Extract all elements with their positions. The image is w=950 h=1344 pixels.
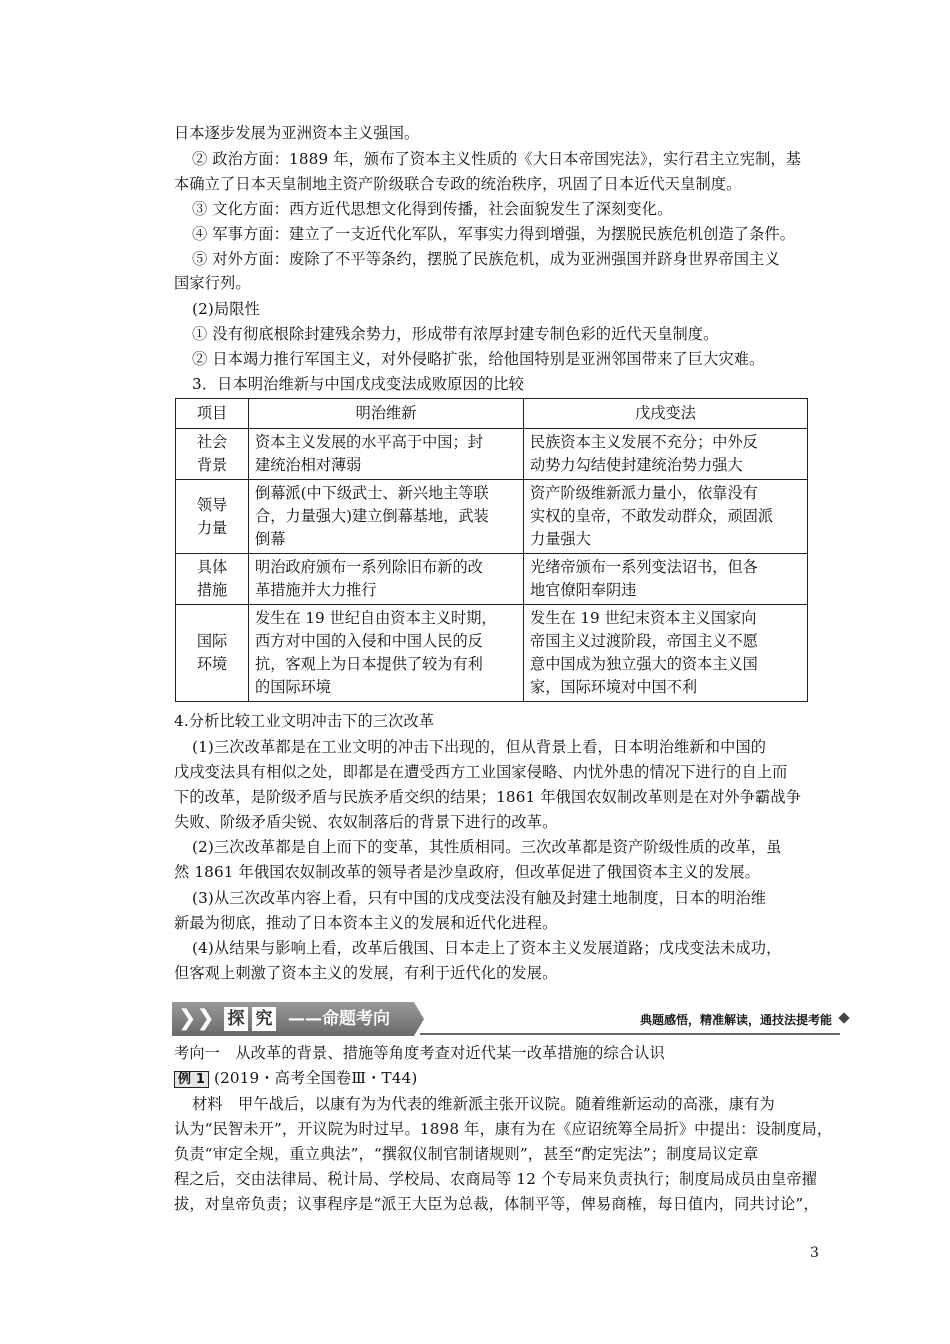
cell-line: 实权的皇帝，不敢发动群众，顽固派: [530, 507, 773, 525]
text-line: ③ 文化方面：西方近代思想文化得到传播，社会面貌发生了深刻变化。: [192, 200, 673, 218]
banner-rule: [420, 1033, 840, 1035]
cell-line: 明治政府颁布一系列除旧布新的改: [255, 558, 483, 576]
cell-meiji: [249, 429, 524, 480]
text-line: 材料 甲午战后，以康有为为代表的维新派主张开议院。随着维新运动的高涨，康有为: [192, 1095, 775, 1113]
table-row: [176, 554, 808, 605]
cell-line: 帝国主义过渡阶段，帝国主义不愿: [530, 632, 758, 650]
header-meiji: 明治维新: [249, 399, 524, 429]
section-banner: [172, 1000, 852, 1038]
example-tag: 例 1: [174, 1071, 209, 1088]
text-line: 程之后，交由法律局、税计局、学校局、农商局等 12 个专局来负责执行；制度局成员由皇帝擢: [174, 1170, 818, 1188]
text-line: ② 政治方面：1889 年，颁布了资本主义性质的《大日本帝国宪法》，实行君主立宪制，基: [192, 150, 802, 168]
text-line: (4)从结果与影响上看，改革后俄国、日本走上了资本主义发展道路；戊戌变法未成功，: [192, 939, 782, 957]
text-line: ⑤ 对外方面：废除了不平等条约，摆脱了民族危机，成为亚洲强国并跻身世界帝国主义: [192, 250, 780, 268]
text-line: (2)三次改革都是自上而下的变革，其性质相同。三次改革都是资产阶级性质的改革，虽: [192, 838, 782, 856]
table-row: [176, 429, 808, 480]
table-caption: 3．日本明治维新与中国戊戌变法成败原因的比较: [192, 375, 524, 393]
text-line: 失败、阶级矛盾尖锐、农奴制落后的背景下进行的改革。: [174, 813, 558, 831]
example-source: (2019・高考全国卷Ⅲ・T44): [214, 1069, 418, 1087]
example-header: [174, 1068, 417, 1088]
cell-line: 资本主义发展的水平高于中国；封: [255, 433, 483, 451]
cell-line: 倒幕派(中下级武士、新兴地主等联: [255, 484, 489, 502]
row-item-line: 背景: [196, 456, 228, 474]
cell-line: 地官僚阳奉阴违: [530, 581, 637, 599]
cell-line: 光绪帝颁布一系列变法诏书，但各: [530, 558, 758, 576]
subheading: 4.分析比较工业文明冲击下的三次改革: [174, 712, 435, 730]
cell-line: 抗，客观上为日本提供了较为有利: [255, 655, 483, 673]
row-item-line: 环境: [196, 655, 228, 673]
row-item-line: 社会: [196, 433, 228, 451]
text-line: 戊戌变法具有相似之处，即都是在遭受西方工业国家侵略、内忧外患的情况下进行的自上而: [174, 763, 788, 781]
header-wuxu: 戊戌变法: [524, 399, 808, 429]
table-row: [176, 605, 808, 702]
cell-line: 的国际环境: [255, 678, 331, 696]
cell-line: 力量强大: [530, 530, 591, 548]
row-item-line: 国际: [196, 632, 228, 650]
text-line: ① 没有彻底根除封建残余势力，形成带有浓厚封建专制色彩的近代天皇制度。: [192, 325, 719, 343]
cell-line: 建统治相对薄弱: [255, 456, 362, 474]
row-item: [176, 605, 249, 702]
text-line: 本确立了日本天皇制地主资产阶级联合专政的统治秩序，巩固了日本近代天皇制度。: [174, 175, 742, 193]
cell-line: 倒幕: [255, 530, 286, 548]
cell-line: 家，国际环境对中国不利: [530, 678, 698, 696]
text-line: ② 日本竭力推行军国主义，对外侵略扩张，给他国特别是亚洲邻国带来了巨大灾难。: [192, 350, 765, 368]
row-item-line: 具体: [196, 558, 228, 576]
table-header-row: [176, 399, 808, 429]
cell-meiji: [249, 554, 524, 605]
text-line: 日本逐步发展为亚洲资本主义强国。: [174, 124, 420, 142]
cell-line: 合，力量强大)建立倒幕基地，武装: [255, 507, 489, 525]
comparison-table: [175, 398, 808, 702]
text-line: 然 1861 年俄国农奴制改革的领导者是沙皇政府，但改革促进了俄国资本主义的发展。: [174, 863, 761, 881]
text-line: 下的改革，是阶级矛盾与民族矛盾交织的结果；1861 年俄国农奴制改革则是在对外争霸战争: [174, 788, 802, 806]
banner-badge: 探: [224, 1007, 248, 1031]
cell-wuxu: [524, 429, 808, 480]
cell-wuxu: [524, 554, 808, 605]
cell-line: 意中国成为独立强大的资本主义国: [530, 655, 758, 673]
row-item: [176, 480, 249, 554]
cell-meiji: [249, 605, 524, 702]
cell-line: 革措施并大力推行: [255, 581, 377, 599]
question-direction: 考向一 从改革的背景、措施等角度考查对近代某一改革措施的综合认识: [174, 1044, 665, 1062]
cell-line: 发生在 19 世纪末资本主义国家向: [530, 609, 757, 627]
text-line: 新最为彻底，推动了日本资本主义的发展和近代化进程。: [174, 914, 558, 932]
subheading: (2)局限性: [192, 300, 260, 318]
cell-meiji: [249, 480, 524, 554]
banner-title: ——命题考向: [288, 1009, 390, 1029]
text-line: (3)从三次改革内容上看，只有中国的戊戌变法没有触及封建土地制度，日本的明治维: [192, 889, 767, 907]
row-item: [176, 429, 249, 480]
text-line: 负责“审定全规，重立典法”，“撰叙仪制官制诸规则”，甚至“酌定宪法”；制度局议定章: [174, 1145, 759, 1163]
header-item: 项目: [176, 399, 249, 429]
cell-line: 资产阶级维新派力量小，依靠没有: [530, 484, 758, 502]
table-row: [176, 480, 808, 554]
banner-badge: 究: [252, 1007, 276, 1031]
text-line: 国家行列。: [174, 274, 251, 292]
diamond-icon: [838, 1012, 849, 1023]
cell-line: 民族资本主义发展不充分；中外反: [530, 433, 758, 451]
text-line: ④ 军事方面：建立了一支近代化军队，军事实力得到增强，为摆脱民族危机创造了条件。: [192, 225, 796, 243]
text-line: 拔，对皇帝负责；议事程序是“派王大臣为总裁，体制平等，俾易商榷，每日值内，同共讨论”，: [174, 1195, 819, 1213]
banner-slogan: 典题感悟，精准解读，通技法提考能: [639, 1013, 832, 1027]
page-number: 3: [810, 1245, 819, 1261]
cell-wuxu: [524, 480, 808, 554]
text-line: 认为“民智未开”，开议院为时过早。1898 年，康有为在《应诏统筹全局折》中提出：设制度局，: [174, 1120, 833, 1138]
row-item: [176, 554, 249, 605]
cell-line: 西方对中国的入侵和中国人民的反: [255, 632, 483, 650]
cell-line: 发生在 19 世纪自由资本主义时期，: [255, 609, 497, 627]
chevron-right-icon: ❯❯: [178, 1006, 215, 1031]
row-item-line: 领导: [196, 495, 228, 514]
cell-wuxu: [524, 605, 808, 702]
row-item-line: 力量: [196, 518, 228, 537]
row-item-line: 措施: [196, 581, 228, 599]
text-line: (1)三次改革都是在工业文明的冲击下出现的，但从背景上看，日本明治维新和中国的: [192, 738, 767, 756]
cell-line: 动势力勾结使封建统治势力强大: [530, 456, 743, 474]
text-line: 但客观上刺激了资本主义的发展，有利于近代化的发展。: [174, 964, 558, 982]
